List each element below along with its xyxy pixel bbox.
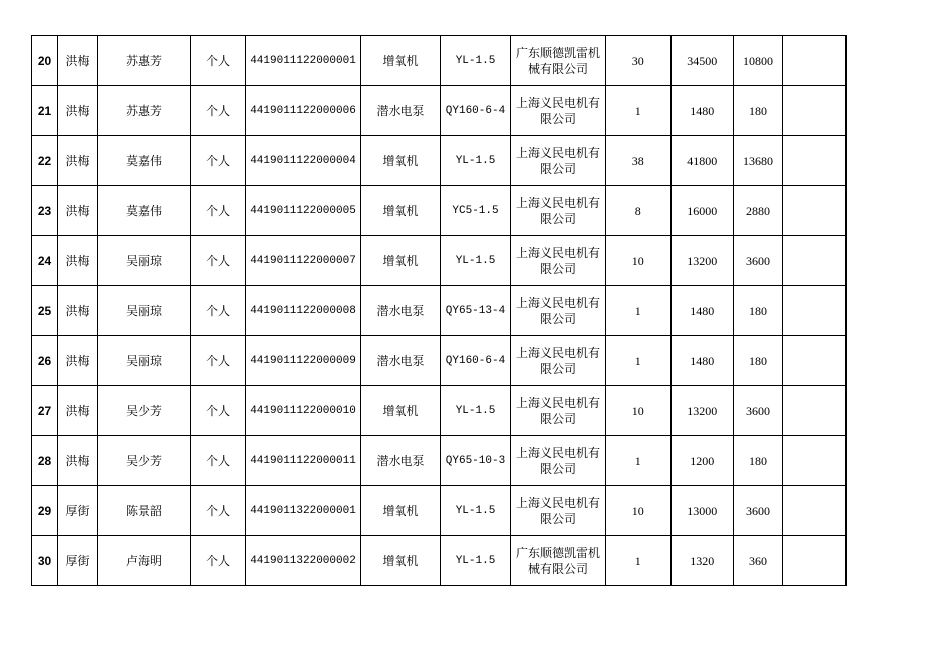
manufacturer-cell: 上海义民电机有限公司 xyxy=(511,186,606,236)
amount-cell: 1480 xyxy=(671,286,734,336)
note-cell xyxy=(783,536,846,586)
town-cell: 洪梅 xyxy=(58,136,98,186)
code-cell: 4419011122000006 xyxy=(246,86,361,136)
amount-cell: 34500 xyxy=(671,36,734,86)
subsidy-cell: 3600 xyxy=(734,236,783,286)
subsidy-table xyxy=(31,35,847,586)
quantity-cell: 1 xyxy=(606,86,671,136)
model-cell: QY65-13-4 xyxy=(441,286,511,336)
code-cell: 4419011122000008 xyxy=(246,286,361,336)
amount-cell: 13200 xyxy=(671,236,734,286)
applicant-type-cell: 个人 xyxy=(191,336,246,386)
note-cell xyxy=(783,336,846,386)
quantity-cell: 10 xyxy=(606,236,671,286)
note-cell xyxy=(783,486,846,536)
subsidy-cell: 10800 xyxy=(734,36,783,86)
note-cell xyxy=(783,36,846,86)
model-cell: YC5-1.5 xyxy=(441,186,511,236)
town-cell: 洪梅 xyxy=(58,386,98,436)
applicant-name-cell: 吴丽琼 xyxy=(98,286,191,336)
note-cell xyxy=(783,86,846,136)
table-row xyxy=(32,386,846,436)
amount-cell: 1480 xyxy=(671,86,734,136)
town-cell: 厚街 xyxy=(58,536,98,586)
amount-cell: 1480 xyxy=(671,336,734,386)
table-row xyxy=(32,436,846,486)
town-cell: 洪梅 xyxy=(58,36,98,86)
manufacturer-cell: 广东顺德凯雷机械有限公司 xyxy=(511,36,606,86)
row-number-cell: 27 xyxy=(32,386,58,436)
machine-item-cell: 增氧机 xyxy=(361,186,441,236)
code-cell: 4419011322000001 xyxy=(246,486,361,536)
code-cell: 4419011122000001 xyxy=(246,36,361,86)
applicant-type-cell: 个人 xyxy=(191,86,246,136)
manufacturer-cell: 上海义民电机有限公司 xyxy=(511,386,606,436)
code-cell: 4419011322000002 xyxy=(246,536,361,586)
note-cell xyxy=(783,236,846,286)
applicant-type-cell: 个人 xyxy=(191,386,246,436)
quantity-cell: 1 xyxy=(606,286,671,336)
row-number-cell: 24 xyxy=(32,236,58,286)
row-number-cell: 21 xyxy=(32,86,58,136)
code-cell: 4419011122000004 xyxy=(246,136,361,186)
town-cell: 洪梅 xyxy=(58,86,98,136)
row-number-cell: 30 xyxy=(32,536,58,586)
row-number-cell: 20 xyxy=(32,36,58,86)
machine-item-cell: 潜水电泵 xyxy=(361,86,441,136)
amount-cell: 1320 xyxy=(671,536,734,586)
model-cell: YL-1.5 xyxy=(441,136,511,186)
amount-cell: 13000 xyxy=(671,486,734,536)
quantity-cell: 10 xyxy=(606,486,671,536)
applicant-type-cell: 个人 xyxy=(191,186,246,236)
quantity-cell: 10 xyxy=(606,386,671,436)
applicant-name-cell: 吴丽琼 xyxy=(98,336,191,386)
amount-cell: 1200 xyxy=(671,436,734,486)
quantity-cell: 1 xyxy=(606,436,671,486)
note-cell xyxy=(783,436,846,486)
model-cell: YL-1.5 xyxy=(441,236,511,286)
subsidy-cell: 3600 xyxy=(734,386,783,436)
subsidy-cell: 180 xyxy=(734,336,783,386)
subsidy-cell: 180 xyxy=(734,86,783,136)
machine-item-cell: 潜水电泵 xyxy=(361,436,441,486)
row-number-cell: 26 xyxy=(32,336,58,386)
quantity-cell: 1 xyxy=(606,536,671,586)
note-cell xyxy=(783,286,846,336)
machine-item-cell: 增氧机 xyxy=(361,36,441,86)
table-row xyxy=(32,186,846,236)
machine-item-cell: 增氧机 xyxy=(361,486,441,536)
subsidy-cell: 3600 xyxy=(734,486,783,536)
applicant-name-cell: 吴少芳 xyxy=(98,436,191,486)
subsidy-cell: 180 xyxy=(734,286,783,336)
note-cell xyxy=(783,386,846,436)
note-cell xyxy=(783,186,846,236)
model-cell: QY160-6-4 xyxy=(441,336,511,386)
machine-item-cell: 潜水电泵 xyxy=(361,336,441,386)
machine-item-cell: 增氧机 xyxy=(361,136,441,186)
subsidy-cell: 2880 xyxy=(734,186,783,236)
model-cell: QY65-10-3 xyxy=(441,436,511,486)
applicant-type-cell: 个人 xyxy=(191,36,246,86)
quantity-cell: 30 xyxy=(606,36,671,86)
applicant-type-cell: 个人 xyxy=(191,536,246,586)
quantity-cell: 8 xyxy=(606,186,671,236)
model-cell: YL-1.5 xyxy=(441,386,511,436)
applicant-name-cell: 陈景韶 xyxy=(98,486,191,536)
amount-cell: 41800 xyxy=(671,136,734,186)
subsidy-cell: 360 xyxy=(734,536,783,586)
table-body xyxy=(32,36,846,586)
model-cell: YL-1.5 xyxy=(441,36,511,86)
table-row xyxy=(32,136,846,186)
code-cell: 4419011122000005 xyxy=(246,186,361,236)
table-row xyxy=(32,236,846,286)
model-cell: YL-1.5 xyxy=(441,486,511,536)
code-cell: 4419011122000009 xyxy=(246,336,361,386)
town-cell: 洪梅 xyxy=(58,286,98,336)
town-cell: 洪梅 xyxy=(58,336,98,386)
manufacturer-cell: 上海义民电机有限公司 xyxy=(511,436,606,486)
row-number-cell: 25 xyxy=(32,286,58,336)
applicant-name-cell: 莫嘉伟 xyxy=(98,136,191,186)
row-number-cell: 23 xyxy=(32,186,58,236)
code-cell: 4419011122000007 xyxy=(246,236,361,286)
machine-item-cell: 增氧机 xyxy=(361,236,441,286)
table-row xyxy=(32,486,846,536)
applicant-type-cell: 个人 xyxy=(191,286,246,336)
manufacturer-cell: 上海义民电机有限公司 xyxy=(511,286,606,336)
town-cell: 洪梅 xyxy=(58,236,98,286)
row-number-cell: 22 xyxy=(32,136,58,186)
town-cell: 洪梅 xyxy=(58,436,98,486)
manufacturer-cell: 上海义民电机有限公司 xyxy=(511,336,606,386)
applicant-type-cell: 个人 xyxy=(191,236,246,286)
quantity-cell: 1 xyxy=(606,336,671,386)
machine-item-cell: 增氧机 xyxy=(361,386,441,436)
applicant-type-cell: 个人 xyxy=(191,436,246,486)
machine-item-cell: 潜水电泵 xyxy=(361,286,441,336)
applicant-name-cell: 莫嘉伟 xyxy=(98,186,191,236)
town-cell: 厚街 xyxy=(58,486,98,536)
applicant-name-cell: 吴丽琼 xyxy=(98,236,191,286)
table-row xyxy=(32,336,846,386)
manufacturer-cell: 广东顺德凯雷机械有限公司 xyxy=(511,536,606,586)
applicant-name-cell: 卢海明 xyxy=(98,536,191,586)
table-row xyxy=(32,286,846,336)
quantity-cell: 38 xyxy=(606,136,671,186)
subsidy-cell: 13680 xyxy=(734,136,783,186)
applicant-type-cell: 个人 xyxy=(191,486,246,536)
table-row xyxy=(32,36,846,86)
manufacturer-cell: 上海义民电机有限公司 xyxy=(511,136,606,186)
table-row xyxy=(32,536,846,586)
applicant-name-cell: 苏惠芳 xyxy=(98,36,191,86)
model-cell: QY160-6-4 xyxy=(441,86,511,136)
manufacturer-cell: 上海义民电机有限公司 xyxy=(511,486,606,536)
row-number-cell: 29 xyxy=(32,486,58,536)
manufacturer-cell: 上海义民电机有限公司 xyxy=(511,86,606,136)
note-cell xyxy=(783,136,846,186)
subsidy-cell: 180 xyxy=(734,436,783,486)
machine-item-cell: 增氧机 xyxy=(361,536,441,586)
row-number-cell: 28 xyxy=(32,436,58,486)
manufacturer-cell: 上海义民电机有限公司 xyxy=(511,236,606,286)
code-cell: 4419011122000011 xyxy=(246,436,361,486)
applicant-type-cell: 个人 xyxy=(191,136,246,186)
amount-cell: 16000 xyxy=(671,186,734,236)
code-cell: 4419011122000010 xyxy=(246,386,361,436)
town-cell: 洪梅 xyxy=(58,186,98,236)
model-cell: YL-1.5 xyxy=(441,536,511,586)
applicant-name-cell: 吴少芳 xyxy=(98,386,191,436)
applicant-name-cell: 苏惠芳 xyxy=(98,86,191,136)
table-row xyxy=(32,86,846,136)
amount-cell: 13200 xyxy=(671,386,734,436)
